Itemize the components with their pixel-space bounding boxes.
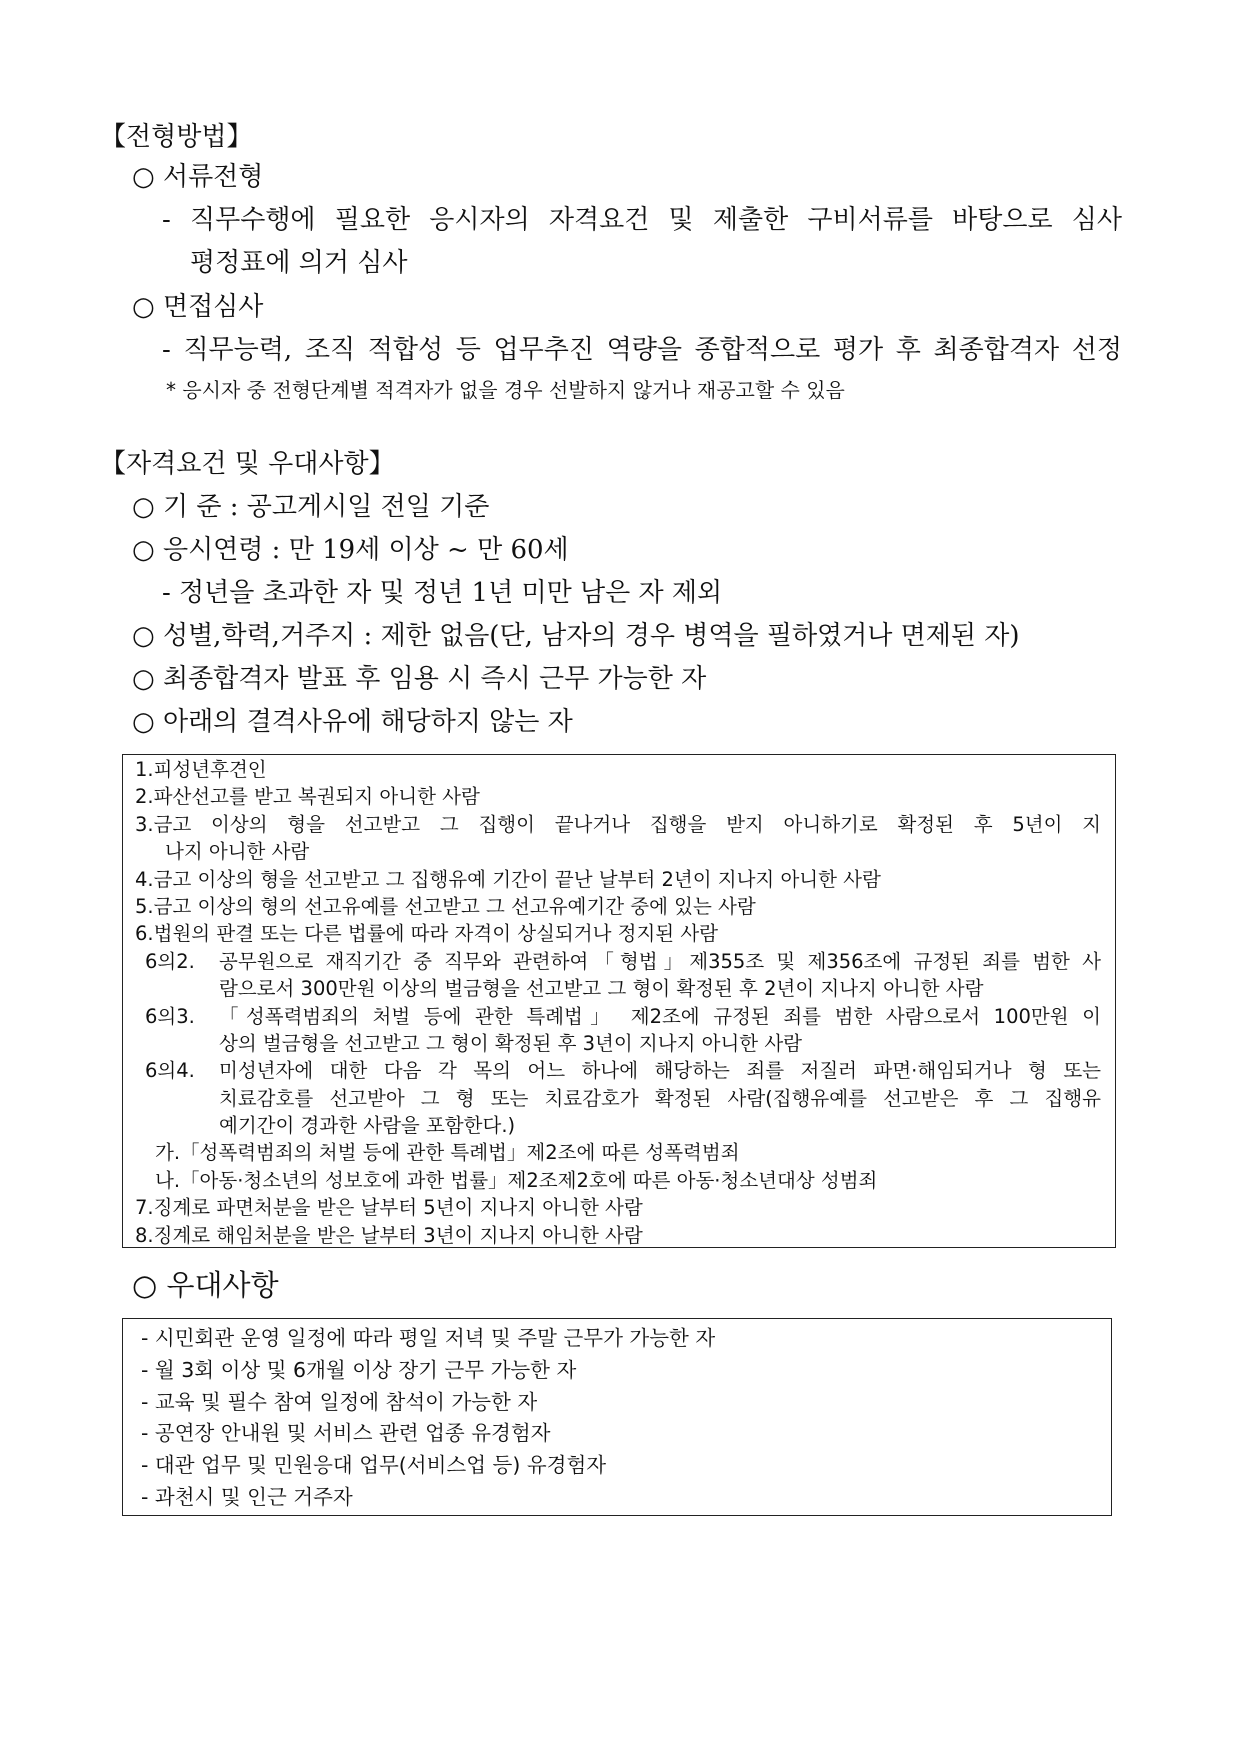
disqual-num: 1. xyxy=(135,758,154,781)
disqual-text: 파산선고를 받고 복권되지 아니한 사람 xyxy=(153,785,480,809)
doc-screening-line2: 평정표에 의거 심사 xyxy=(190,248,408,278)
disqual-text: 징계로 파면처분을 받은 날부터 5년이 지나지 아니한 사람 xyxy=(153,1196,643,1220)
disqual-row xyxy=(135,756,1115,783)
disqual-text: 나지 아니한 사람 xyxy=(165,840,310,864)
disqual-num: 가. xyxy=(155,1141,181,1165)
preference-item: - 공연장 안내원 및 서비스 관련 업종 유경험자 xyxy=(141,1421,551,1446)
disqual-row xyxy=(135,783,1115,810)
disqual-num xyxy=(135,1030,219,1057)
disqual-text: 공무원으로 재직기간 중 직무와 관련하여「형법」제355조 및 제356조에 규정된 죄를 범한 사 xyxy=(219,949,1101,973)
disqual-num: 3. xyxy=(135,812,154,836)
disqual-num xyxy=(135,1112,219,1139)
disqual-text: 「아동·청소년의 성보호에 과한 법률」제2조제2호에 따른 아동·청소년대상 성범죄 xyxy=(180,1168,878,1192)
disqual-row xyxy=(135,838,1115,865)
disqual-num xyxy=(135,1085,219,1112)
disqualification-box xyxy=(122,754,1116,1248)
disqual-row xyxy=(135,866,1115,893)
disqualification-intro: ○ 아래의 결격사유에 해당하지 않는 자 xyxy=(132,707,573,737)
disqual-text: 피성년후견인 xyxy=(153,758,267,781)
disqual-num: 4. xyxy=(135,867,154,891)
disqual-row xyxy=(135,1057,1115,1084)
disqual-row xyxy=(135,1194,1115,1221)
disqual-row xyxy=(135,975,1115,1002)
disqual-row xyxy=(135,1139,1115,1166)
disqual-row xyxy=(135,1222,1115,1249)
interview-line1: - 직무능력, 조직 적합성 등 업무추진 역량을 종합적으로 평가 후 최종합격자 선정 xyxy=(162,335,1122,365)
disqual-text: 「성폭력범죄의 처벌 등에 관한 특례법」 제2조에 규정된 죄를 범한 사람으로서 100만원 이 xyxy=(219,1004,1101,1028)
preference-item: - 교육 및 필수 참여 일정에 참석이 가능한 자 xyxy=(141,1389,538,1414)
disqual-num: 나. xyxy=(155,1168,181,1192)
preference-item: - 시민회관 운영 일정에 따라 평일 저녁 및 주말 근무가 가능한 자 xyxy=(141,1326,716,1350)
age-note: - 정년을 초과한 자 및 정년 1년 미만 남은 자 제외 xyxy=(162,578,723,608)
disqual-text: 예기간이 경과한 사람을 포함한다.) xyxy=(219,1114,516,1138)
preference-item: - 월 3회 이상 및 6개월 이상 장기 근무 가능한 자 xyxy=(141,1357,577,1382)
preference-item: - 과천시 및 인근 거주자 xyxy=(141,1484,353,1509)
disqual-text: 금고 이상의 형을 선고받고 그 집행유예 기간이 끝난 날부터 2년이 지나지 아니한 사람 xyxy=(153,867,881,891)
disqual-row xyxy=(135,811,1115,838)
disqual-row xyxy=(135,1085,1115,1112)
disqual-row xyxy=(135,1167,1115,1194)
disqual-num xyxy=(135,838,165,865)
method-section-title: 【전형방법】 xyxy=(100,122,253,152)
disqual-text: 금고 이상의 형을 선고받고 그 집행이 끝나거나 집행을 받지 아니하기로 확정된 후 5년이 지 xyxy=(153,812,1101,836)
disqual-num xyxy=(135,975,219,1002)
gender-item: ○ 성별,학력,거주지 : 제한 없음(단, 남자의 경우 병역을 필하였거나 면제된 자) xyxy=(132,621,1020,651)
disqual-row xyxy=(135,893,1115,920)
disqual-row xyxy=(135,1030,1115,1057)
disqual-num: 7. xyxy=(135,1196,154,1220)
preference-item: - 대관 업무 및 민원응대 업무(서비스업 등) 유경험자 xyxy=(141,1453,607,1478)
disqual-row xyxy=(135,1003,1115,1030)
qualification-section-title: 【자격요건 및 우대사항】 xyxy=(100,449,395,479)
doc-screening-heading: ○ 서류전형 xyxy=(132,162,264,192)
disqual-num: 6의3. xyxy=(145,1004,195,1028)
interview-heading: ○ 면접심사 xyxy=(132,292,264,322)
disqual-row xyxy=(135,948,1115,975)
disqual-text: 법원의 판결 또는 다른 법률에 따라 자격이 상실되거나 정지된 사람 xyxy=(153,922,718,946)
disqual-row xyxy=(135,1112,1115,1139)
preference-box xyxy=(122,1318,1112,1516)
disqual-num: 6의4. xyxy=(145,1059,195,1083)
disqual-text: 상의 벌금형을 선고받고 그 형이 확정된 후 3년이 지나지 아니한 사람 xyxy=(219,1031,802,1055)
disqual-num: 2. xyxy=(135,785,154,809)
disqual-num: 6의2. xyxy=(145,949,195,973)
doc-screening-line1: - 직무수행에 필요한 응시자의 자격요건 및 제출한 구비서류를 바탕으로 심사 xyxy=(162,205,1122,235)
disqual-num: 6. xyxy=(135,922,154,946)
interview-note: * 응시자 중 전형단계별 적격자가 없을 경우 선발하지 않거나 재공고할 수 있음 xyxy=(166,378,845,402)
preference-heading: ○ 우대사항 xyxy=(132,1268,279,1302)
disqual-row xyxy=(135,920,1115,947)
disqual-text: 미성년자에 대한 다음 각 목의 어느 하나에 해당하는 죄를 저질러 파면·해임되거나 형 또는 xyxy=(219,1059,1101,1083)
disqual-num: 8. xyxy=(135,1223,154,1247)
disqual-text: 징계로 해임처분을 받은 날부터 3년이 지나지 아니한 사람 xyxy=(153,1223,643,1247)
standard-item: ○ 기 준 : 공고게시일 전일 기준 xyxy=(132,492,490,522)
disqual-num: 5. xyxy=(135,894,154,918)
available-item: ○ 최종합격자 발표 후 임용 시 즉시 근무 가능한 자 xyxy=(132,664,707,694)
disqual-text: 람으로서 300만원 이상의 벌금형을 선고받고 그 형이 확정된 후 2년이 지나지 아니한 사람 xyxy=(219,977,984,1001)
disqual-text: 「성폭력범죄의 처벌 등에 관한 특례법」제2조에 따른 성폭력범죄 xyxy=(180,1141,740,1165)
age-item: ○ 응시연령 : 만 19세 이상 ~ 만 60세 xyxy=(132,535,569,565)
disqual-text: 치료감호를 선고받아 그 형 또는 치료감호가 확정된 사람(집행유예를 선고받은 후 그 집행유 xyxy=(219,1086,1101,1110)
disqual-text: 금고 이상의 형의 선고유예를 선고받고 그 선고유예기간 중에 있는 사람 xyxy=(153,894,756,918)
